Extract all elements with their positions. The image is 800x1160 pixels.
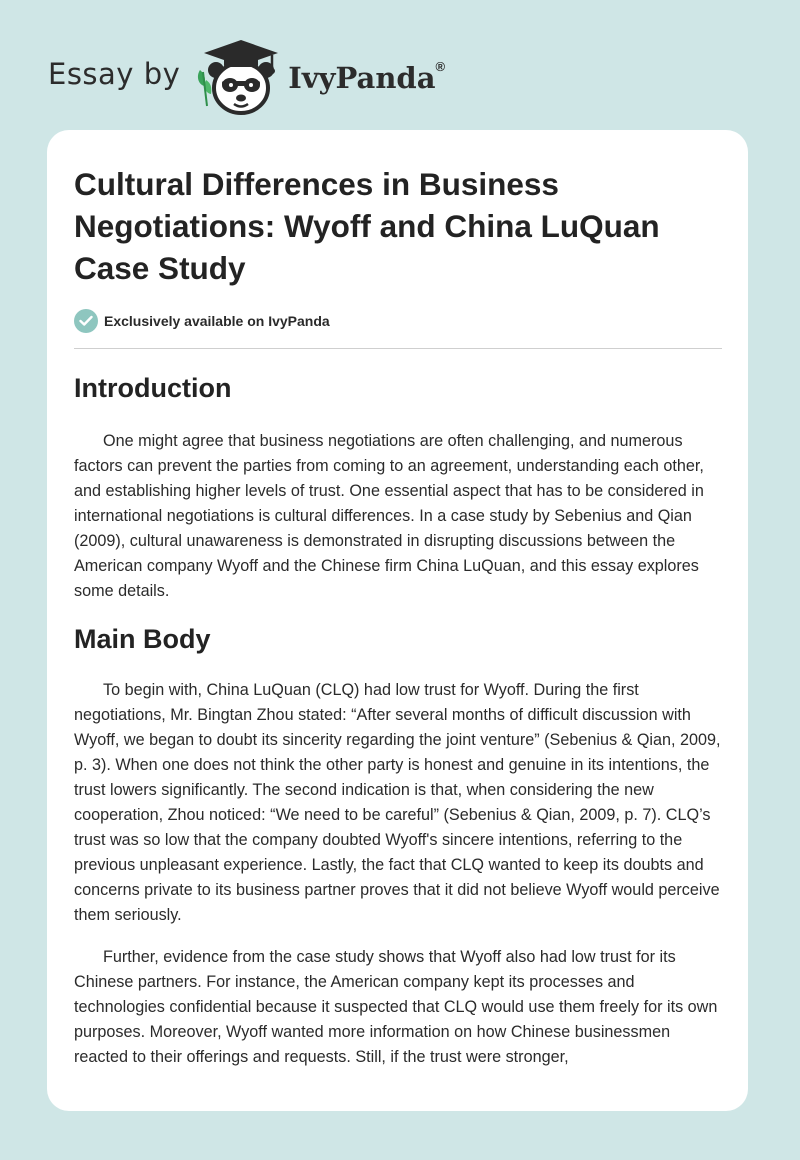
article-card xyxy=(47,130,748,1111)
brand-text: IvyPanda xyxy=(288,61,436,95)
title-divider xyxy=(74,348,722,349)
intro-paragraph: One might agree that business negotiations are often challenging, and numerous factors can prevent the parties from coming to an agreement, understanding each other, and establishing higher levels of trust. One essential aspect that has to be considered in international negotiations is cultural differences. In a case study by Sebenius and Qian (2009), cultural unawareness is demonstrated in disrupting discussions between the American company Wyoff and the Chinese firm China LuQuan, and this essay explores some details. xyxy=(74,432,704,600)
ivypanda-logo-icon[interactable] xyxy=(194,36,286,116)
main-body-paragraph-1: To begin with, China LuQuan (CLQ) had low trust for Wyoff. During the first negotiations, Mr. Bingtan Zhou stated: “After several months of difficult discussion with Wyoff, we began to doubt its sincerity regarding the joint venture” (Sebenius & Qian, 2009, p. 3). When one does not think the other party is honest and genuine in its intentions, the trust lowers significantly. The second indication is that, when considering the new cooperation, Zhou noticed: “We need to be careful” (Sebenius & Qian, 2009, p. 7). CLQ’s trust was so low that the company doubted Wyoff's sincere intentions, referring to the previous unpleasant experience. Lastly, the fact that CLQ wanted to keep its doubts and concerns private to its business partner proves that it did not believe Wyoff would perceive them seriously. xyxy=(74,681,721,924)
essay-by-label: Essay by xyxy=(48,57,181,91)
ivy-leaf-icon xyxy=(198,70,211,106)
article-title: Cultural Differences in Business Negotiations: Wyoff and China LuQuan Case Study xyxy=(74,166,660,286)
panda-head-icon xyxy=(208,62,274,113)
check-circle-icon xyxy=(74,309,98,333)
section-heading-introduction: Introduction xyxy=(74,373,232,403)
section-heading-main-body: Main Body xyxy=(74,624,211,654)
exclusive-label: Exclusively available on IvyPanda xyxy=(104,313,330,329)
registered-mark: ® xyxy=(435,59,446,75)
site-header xyxy=(48,36,445,116)
exclusive-badge xyxy=(74,308,722,334)
brand-name[interactable] xyxy=(288,61,445,95)
main-body-paragraph-2: Further, evidence from the case study shows that Wyoff also had low trust for its Chinese partners. For instance, the American company kept its processes and technologies confidential because it suspected that CLQ would use them freely for its own purposes. Moreover, Wyoff wanted more information on how Chinese businessmen reacted to their offerings and requests. Still, if the trust were stronger, xyxy=(74,948,718,1066)
